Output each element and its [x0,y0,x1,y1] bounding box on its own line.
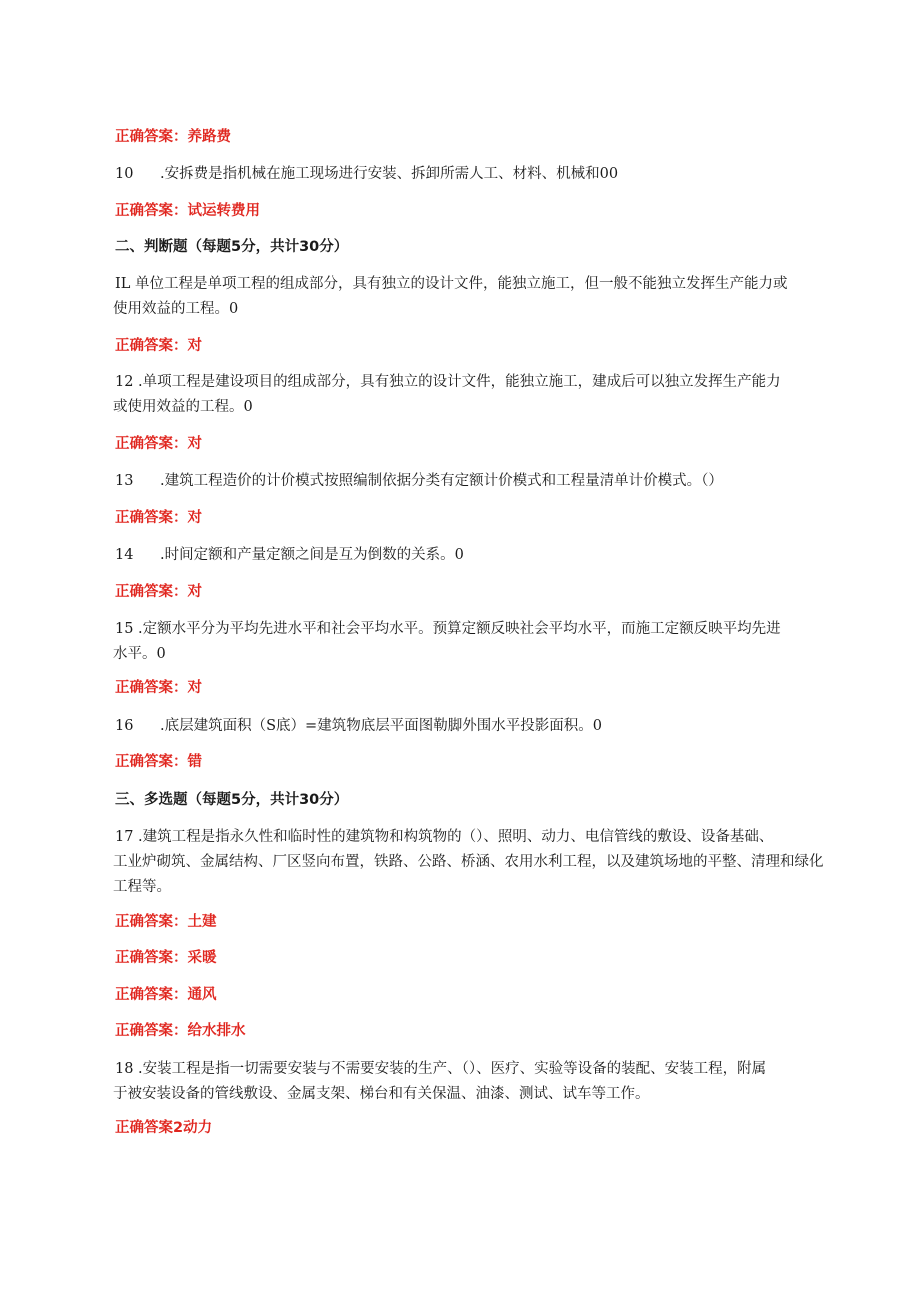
answer-line: 正确答案2动力 [115,1120,213,1136]
question-text-line1: IL 单位工程是单项工程的组成部分，具有独立的设计文件，能独立施工，但一般不能独立发挥生产能力或 [115,276,788,292]
question-13 [115,469,845,494]
question-12 [115,370,845,420]
question-number: 16 [115,718,134,734]
answer-line: 正确答案：对 [115,510,202,526]
section-heading-judgement: 二、判断题（每题5分，共计30分） [115,239,349,255]
answer-line: 正确答案：对 [115,680,202,696]
question-text-line2: 工业炉砌筑、金属结构、厂区竖向布置，铁路、公路、桥涵、农用水利工程，以及建筑场地的平整、清理和绿化 [113,854,824,870]
answer-line: 正确答案：对 [115,584,202,600]
question-text-line2: 或使用效益的工程。0 [113,399,253,415]
question-number: 10 [115,166,134,182]
question-text-line1: 12 .单项工程是建设项目的组成部分，具有独立的设计文件，能独立施工，建成后可以独立发挥生产能力 [115,374,781,390]
question-text: .底层建筑面积（S底）=建筑物底层平面图勒脚外围水平投影面积。0 [160,718,602,734]
answer-line: 正确答案：土建 [115,914,217,930]
question-text: .安拆费是指机械在施工现场进行安装、拆卸所需人工、材料、机械和00 [160,166,619,182]
question-16 [115,714,845,739]
question-text: .时间定额和产量定额之间是互为倒数的关系。0 [160,547,464,563]
question-number: 13 [115,473,134,489]
section-heading-multiple-choice: 三、多选题（每题5分，共计30分） [115,792,349,808]
question-11 [115,272,845,322]
answer-line: 正确答案：给水排水 [115,1023,246,1039]
answer-line: 正确答案：试运转费用 [115,203,260,219]
question-17 [115,825,845,900]
question-text-line1: 18 .安装工程是指一切需要安装与不需要安装的生产、（）、医疗、实验等设备的装配、安装工程，附属 [115,1061,767,1077]
question-text-line1: 15 .定额水平分为平均先进水平和社会平均水平。预算定额反映社会平均水平，而施工定额反映平均先进 [115,621,781,637]
answer-line: 正确答案：通风 [115,987,217,1003]
question-15 [115,617,845,667]
answer-line: 正确答案：采暖 [115,950,217,966]
answer-line: 正确答案：养路费 [115,129,231,145]
question-14 [115,543,845,568]
question-text-line2: 使用效益的工程。0 [113,301,239,317]
question-10 [115,162,845,187]
question-text-line1: 17 .建筑工程是指永久性和临时性的建筑物和构筑物的（）、照明、动力、电信管线的敷设、设备基础、 [115,829,774,845]
answer-line: 正确答案：对 [115,338,202,354]
answer-line: 正确答案：对 [115,436,202,452]
answer-line: 正确答案：错 [115,754,202,770]
question-text-line2: 水平。0 [113,646,166,662]
question-number: 14 [115,547,134,563]
question-text-line2: 于被安装设备的管线敷设、金属支架、梯台和有关保温、油漆、测试、试车等工作。 [113,1086,650,1102]
question-18 [115,1057,845,1107]
question-text: .建筑工程造价的计价模式按照编制依据分类有定额计价模式和工程量清单计价模式。（） [160,473,723,489]
question-text-line3: 工程等。 [113,879,171,895]
